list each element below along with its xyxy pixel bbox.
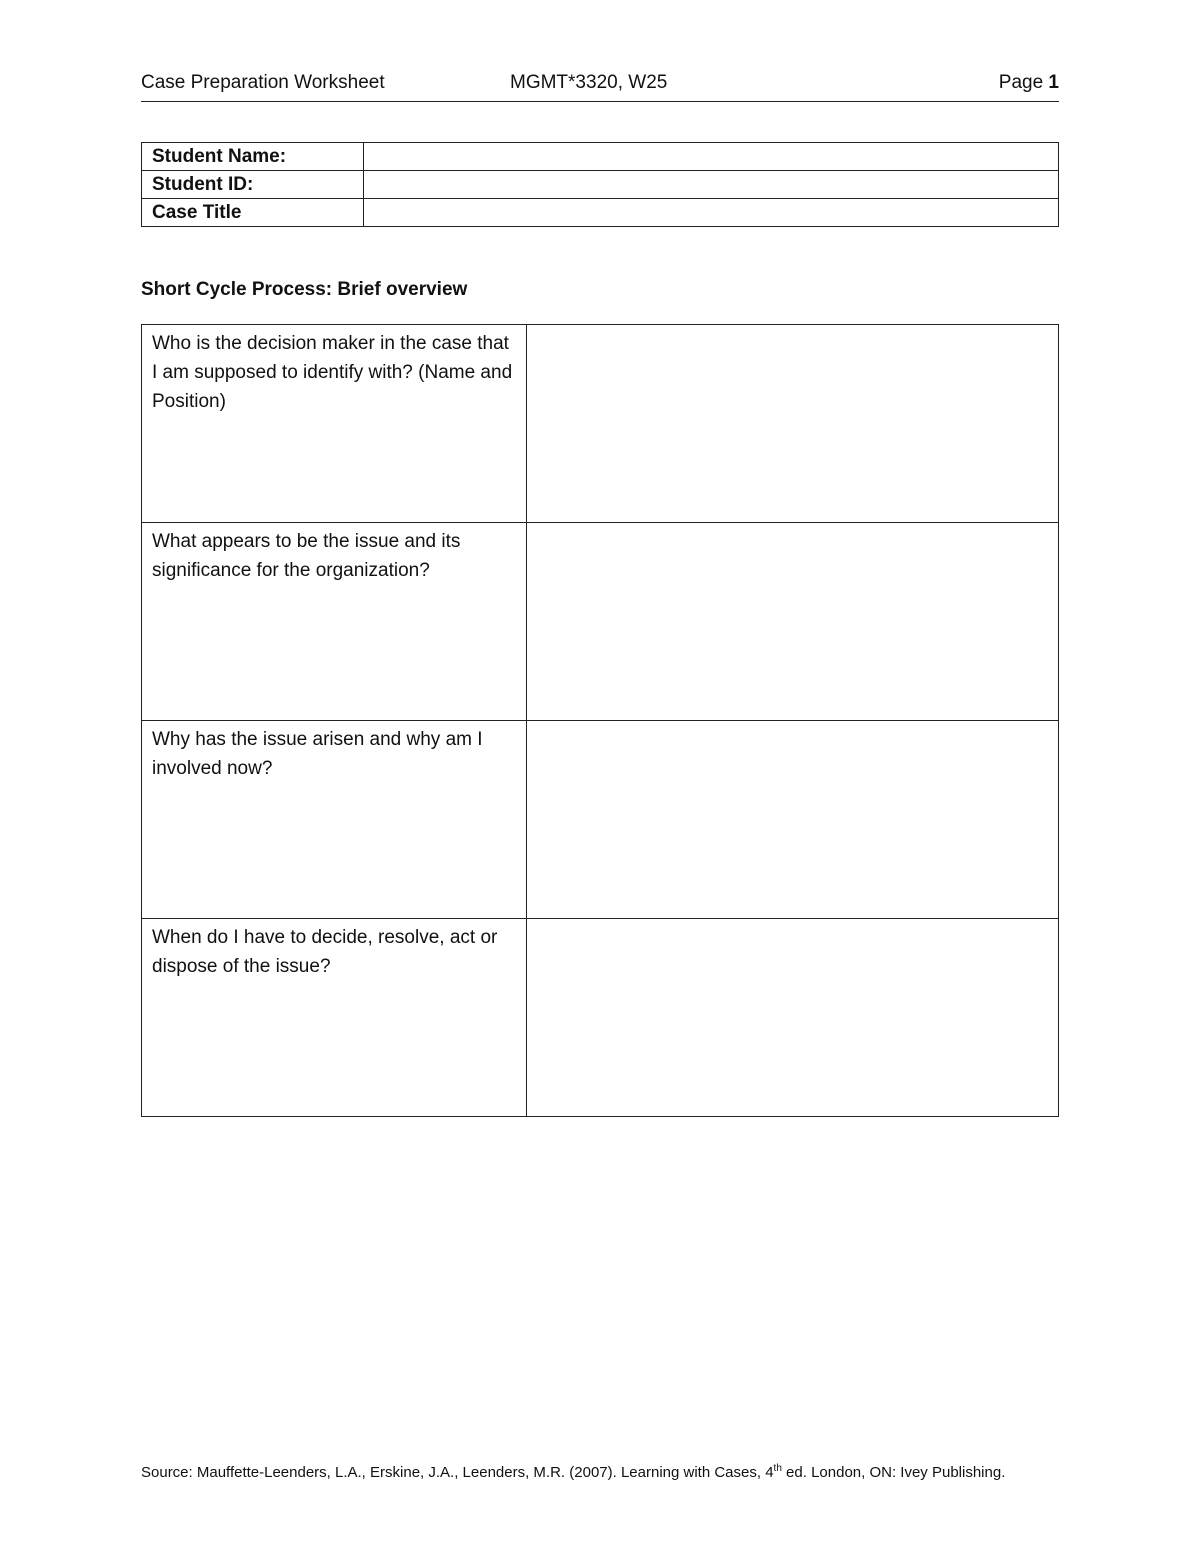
page-header [141,70,1059,102]
questions-table [141,324,1059,1117]
document-title: Case Preparation Worksheet [141,72,385,93]
case-title-cell [364,199,1059,227]
table-row [142,919,1059,1117]
question-issue-significance: What appears to be the issue and its significance for the organization? [142,523,527,721]
table-row [142,721,1059,919]
answer-why-arisen-field[interactable] [527,721,1058,909]
question-when-decide: When do I have to decide, resolve, act or dispose of the issue? [142,919,527,1117]
table-row [142,199,1059,227]
source-citation [141,1463,1005,1481]
course-code: MGMT*3320, W25 [510,72,668,93]
answer-issue-significance-field[interactable] [527,523,1058,711]
page-indicator [999,72,1059,94]
student-name-cell [364,143,1059,171]
page-label: Page [998,72,1044,93]
answer-cell [527,325,1059,523]
citation-text: Source: Mauffette-Leenders, L.A., Erskine, J.A., Leenders, M.R. (2007). Learning with Cases, 4 [141,1464,774,1481]
answer-cell [527,523,1059,721]
table-row [142,171,1059,199]
section-title: Short Cycle Process: Brief overview [141,279,468,300]
edition-superscript: th [773,1463,782,1474]
case-title-field[interactable] [374,202,1058,223]
answer-decision-maker-field[interactable] [527,325,1058,513]
student-id-cell [364,171,1059,199]
answer-when-decide-field[interactable] [527,919,1058,1107]
page-number: 1 [1048,72,1059,93]
student-id-label: Student ID: [142,171,364,199]
question-decision-maker: Who is the decision maker in the case that I am supposed to identify with? (Name and Position) [142,325,527,523]
student-name-field[interactable] [374,146,1058,167]
answer-cell [527,919,1059,1117]
student-name-label: Student Name: [142,143,364,171]
case-title-label: Case Title [142,199,364,227]
table-row [142,523,1059,721]
table-row [142,143,1059,171]
student-id-field[interactable] [374,174,1058,195]
table-row [142,325,1059,523]
citation-publisher: ed. London, ON: Ivey Publishing. [781,1464,1006,1481]
answer-cell [527,721,1059,919]
question-why-arisen: Why has the issue arisen and why am I involved now? [142,721,527,919]
student-info-table [141,142,1059,227]
